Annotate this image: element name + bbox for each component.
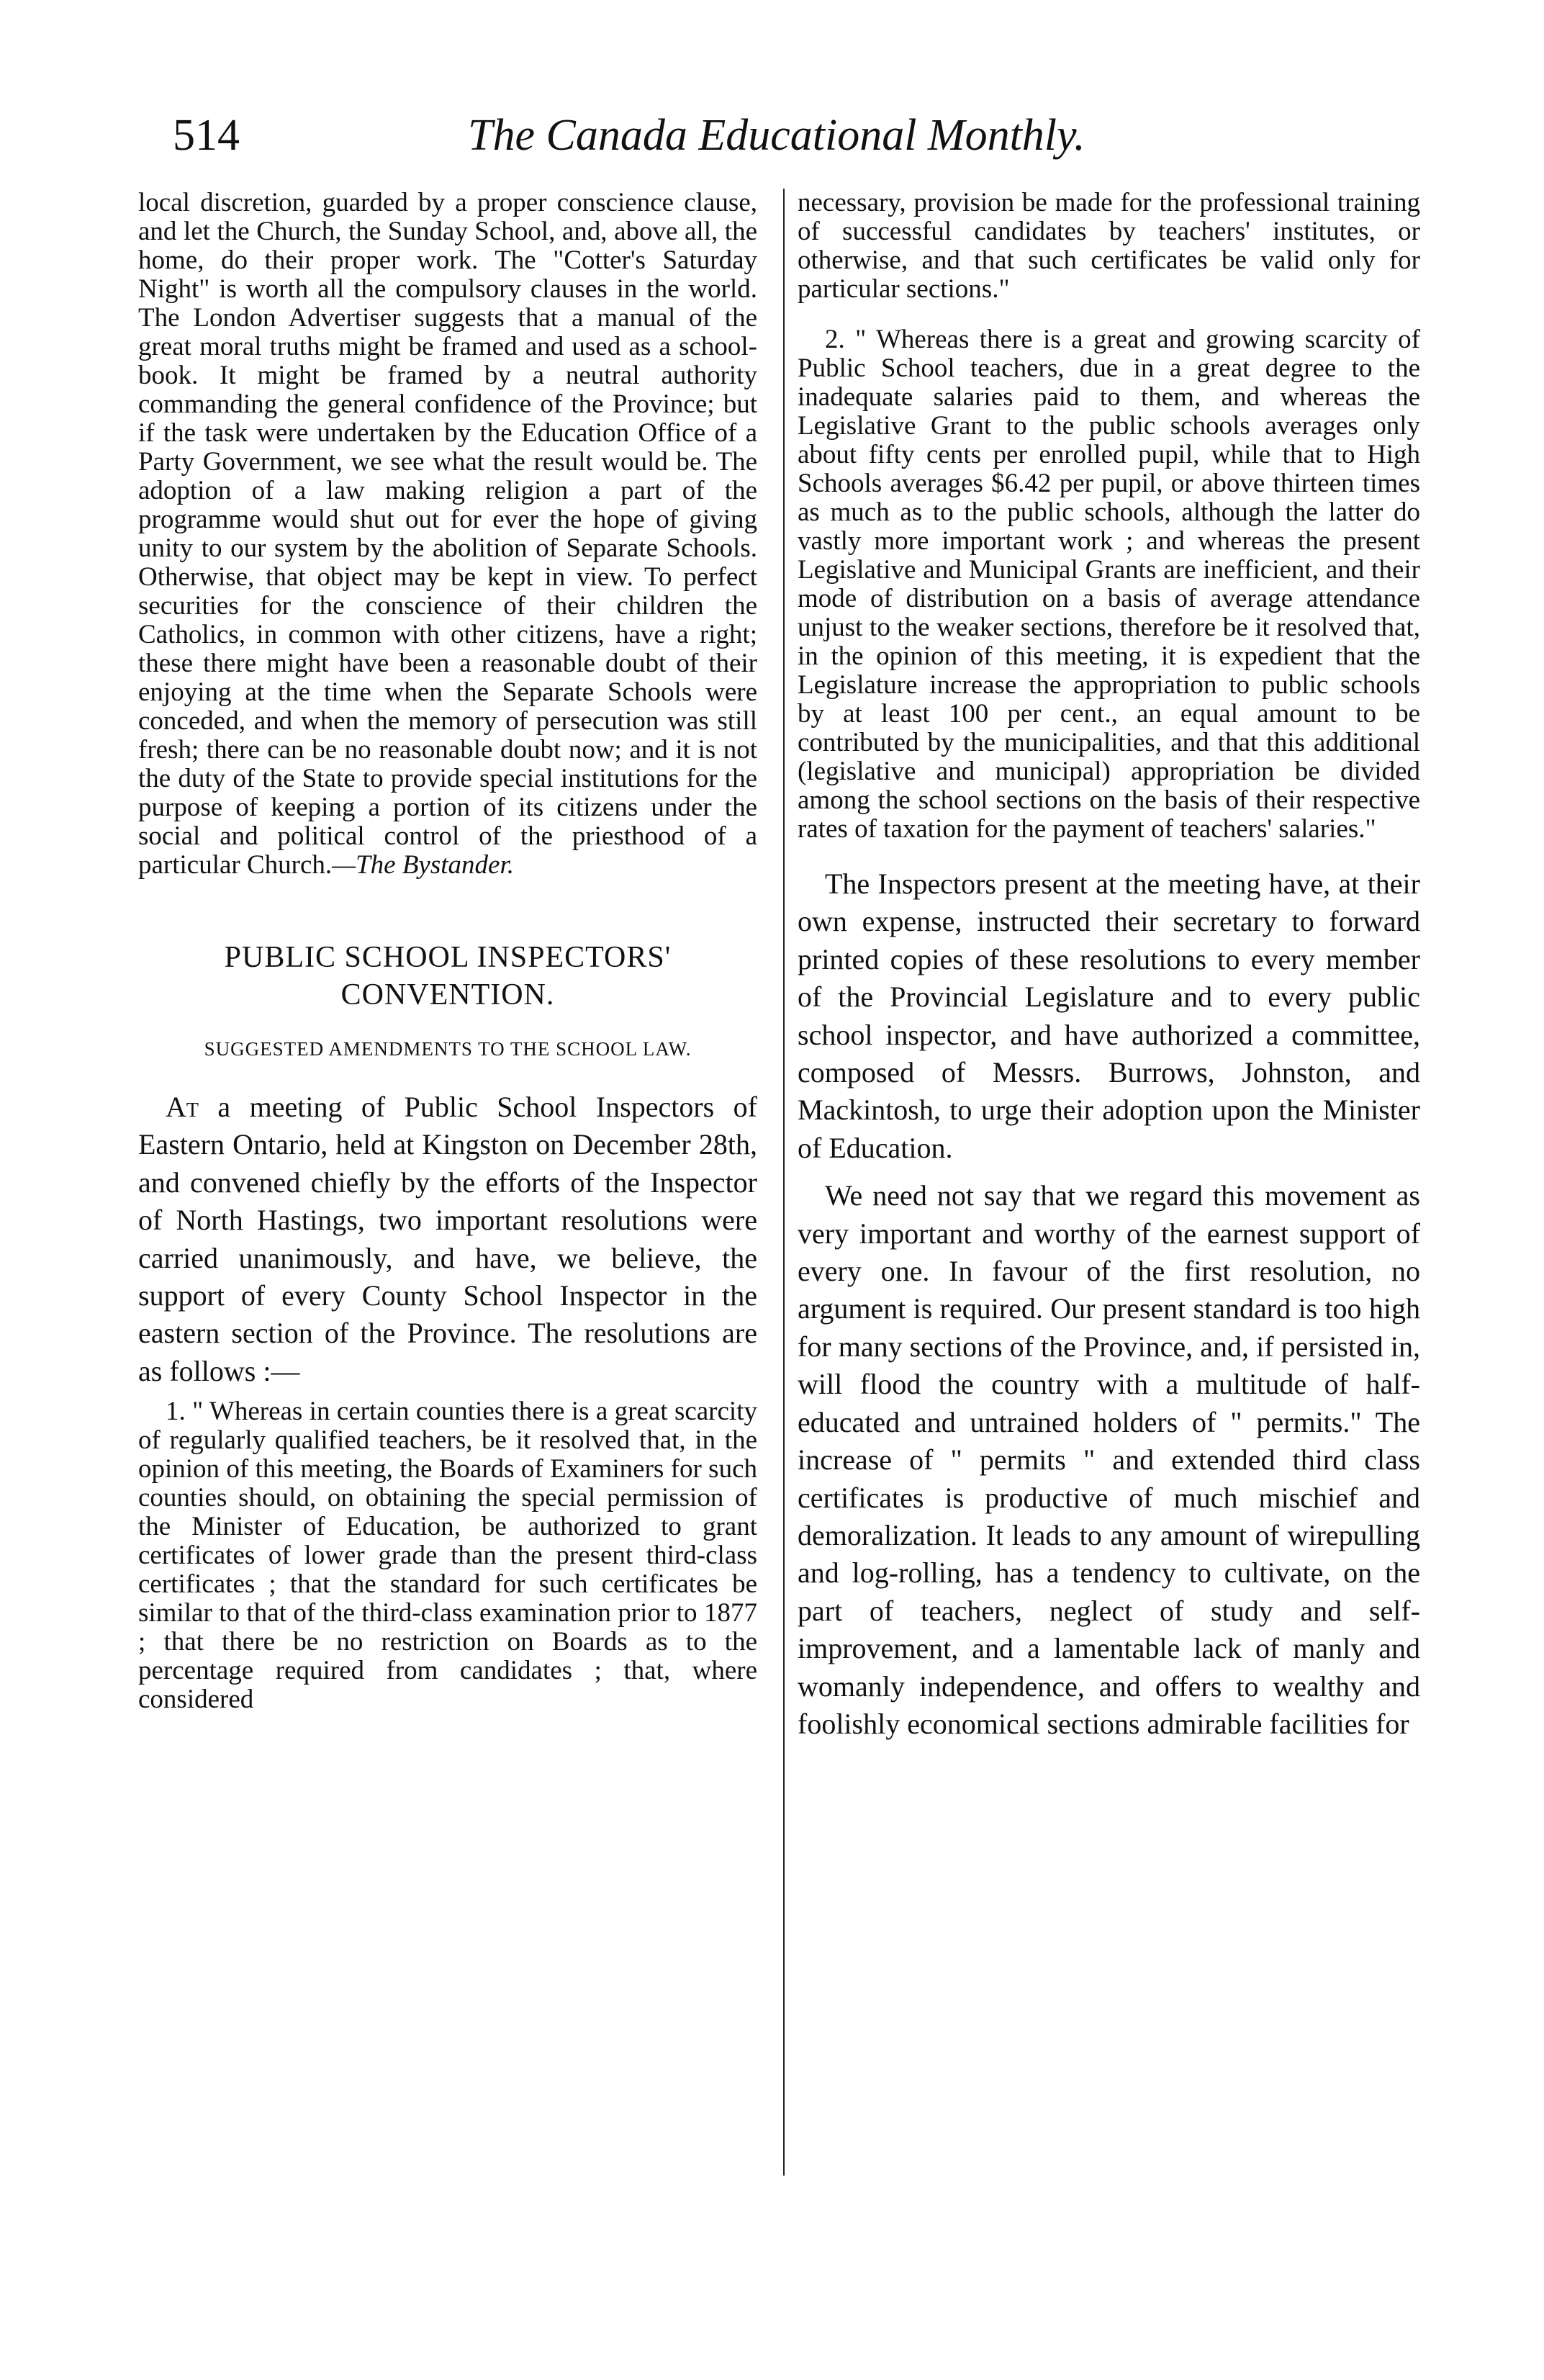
intro-first-word: At [166, 1091, 199, 1123]
page-header [173, 107, 1085, 164]
left-column [138, 189, 757, 1714]
page-number: 514 [173, 111, 240, 160]
resolution-1: 1. " Whereas in certain counties there is a great scarcity of regularly qualified teachers, be it resolved that, in the opinion of this meeting, the Boards of Examiners for such counties should, on obtaining the special permission of the Minister of Education, be authorized to grant certificates of lower grade than the present third-class certificates ; that the standard for such certificates be similar to that of the third-class examination prior to 1877 ; that there be no restriction on Boards as to the percentage required from candidates ; that, where considered [138, 1397, 757, 1715]
resolution-2: 2. " Whereas there is a great and growing scarcity of Public School teachers, due in a great degree to the inadequate salaries paid to them, and whereas the Legislative Grant to the public schools averages only about fifty cents per enrolled pupil, while that to High Schools averages $6.42 per pupil, or above thirteen times as much as to the public schools, although the latter do vastly more important work ; and whereas the present Legislative and Municipal Grants are inefficient, and their mode of distribution on a basis of average attendance unjust to the weaker sections, therefore be it resolved that, in the opinion of this meeting, it is expedient that the Legislature increase the appropriation to public schools by at least 100 per cent., an equal amount to be contributed by the municipalities, and that this additional (legislative and municipal) appropriation be divided among the school sections on the basis of their respective rates of taxation for the payment of teachers' salaries." [798, 325, 1420, 844]
article-subheading: SUGGESTED AMENDMENTS TO THE SCHOOL LAW. [204, 1038, 692, 1060]
column-divider [783, 189, 785, 2176]
bystander-text: local discretion, guarded by a proper conscience clause, and let the Church, the Sunday School, and, above all, the home, do their proper work. The "Cotter's Saturday Night" is worth all the compulsory clauses in the world. The London Advertiser suggests that a manual of the great moral truths might be framed and used as a school-book. It might be framed by a neutral authority commanding the general confidence of the Province; but if the task were undertaken by the Education Office of a Party Government, we see what the result would be. The adoption of a law making religion a part of the programme would shut out for ever the hope of giving unity to our system by the abolition of Separate Schools. Otherwise, that object may be kept in view. To perfect securities for the conscience of their children the Catholics, in common with other citizens, have a right; these there might have been a reasonable doubt of their enjoying at the time when the Separate Schools were conceded, and when the memory of persecution was still fresh; there can be no reasonable doubt now; and it is not the duty of the State to provide special institutions for the purpose of keeping a portion of its citizens under the social and political control of the priesthood of a particular Church. [138, 188, 757, 880]
running-title: The Canada Educational Monthly. [468, 111, 1085, 160]
inspectors-paragraph: The Inspectors present at the meeting have, at their own expense, instructed their secretary to forward printed copies of these resolutions to every member of the Provincial Legislature and to every public school inspector, and have authorized a committee, composed of Messrs. Burrows, Johnston, and Mackintosh, to urge their adoption upon the Minister of Education. [798, 867, 1420, 1164]
intro-text: a meeting of Public School Inspectors of Eastern Ontario, held at Kingston on December 28th, and convened chiefly by the efforts of the Inspector of North Hastings, two important resolutions were carried unanimously, and have, we believe, the support of every County School Inspector in the eastern section of the Province. The resolutions are as follows :— [138, 1091, 757, 1387]
commentary-paragraph: We need not say that we regard this movement as very important and worthy of the earnest support of every one. In favour of the first resolution, no argument is required. Our present standard is too high for many sections of the Province, and, if persisted in, will flood the country with a multitude of half-educated and untrained holders of " permits." The increase of " permits " and extended third class certificates is productive of much mischief and demoralization. It leads to any amount of wirepulling and log-rolling, has a tendency to cultivate, on the part of teachers, neglect of study and self-improvement, and a lamentable lack of manly and womanly independence, and offers to wealthy and foolishly economical sections admirable facilities for [798, 1179, 1420, 1740]
article-heading: PUBLIC SCHOOL INSPECTORS' CONVENTION. [224, 941, 672, 1011]
right-column [798, 189, 1420, 1743]
bystander-excerpt [138, 189, 757, 880]
resolution-1-continued: necessary, provision be made for the professional training of successful candidates by teachers' institutes, or otherwise, and that such certificates be valid only for particular sections." [798, 188, 1420, 304]
bystander-source: —The Bystander. [332, 850, 514, 880]
article-intro [138, 1088, 757, 1390]
